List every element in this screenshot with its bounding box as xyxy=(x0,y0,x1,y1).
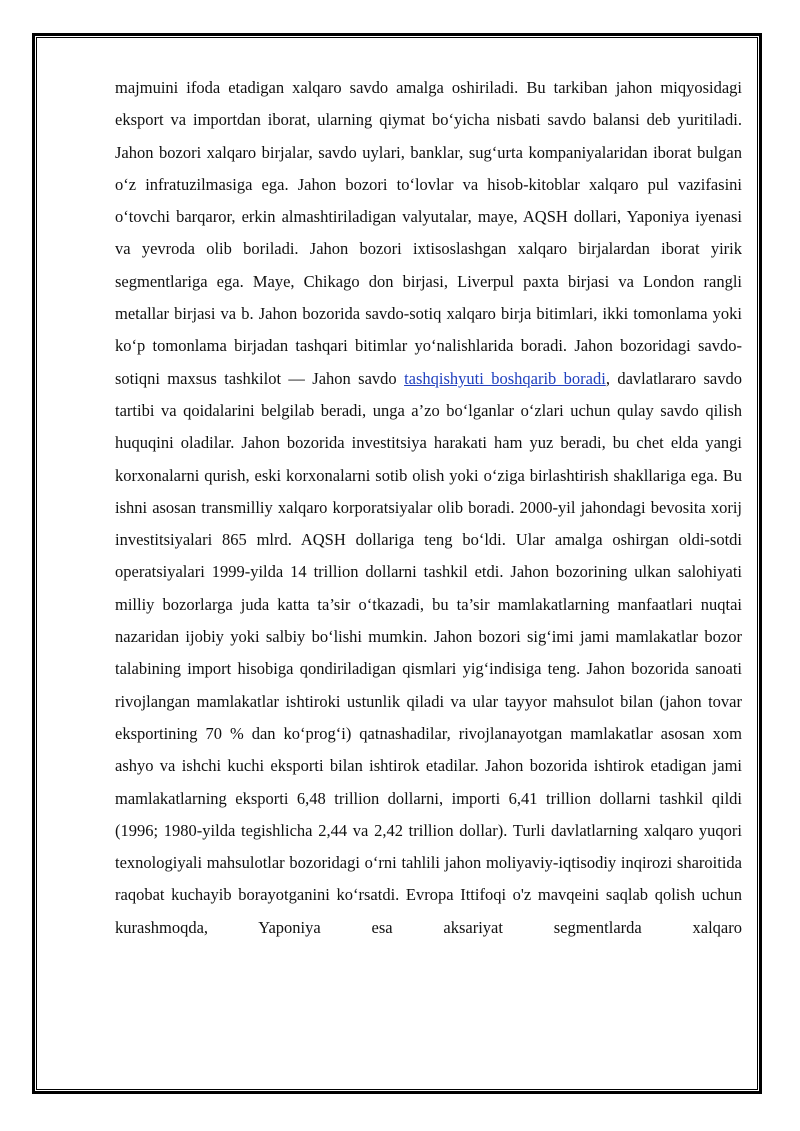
inline-link[interactable]: tashqishyuti boshqarib boradi xyxy=(404,368,606,388)
body-paragraph xyxy=(115,72,742,944)
paragraph-text-before-link: majmuini ifoda etadigan xalqaro savdo amalga oshiriladi. Bu tarkiban jahon miqyosidagi eksport va importdan iborat, ularning qiymat bo‘yicha nisbati savdo balansi deb yuritiladi. Jahon bozori xalqaro birjalar, savdo uylari, banklar, sug‘urta kompaniyalaridan iborat bulgan o‘z infratuzilmasiga ega. Jahon bozori to‘lovlar va hisob-kitoblar xalqaro pul vazifasini o‘tovchi barqaror, erkin almashtiriladigan valyutalar, maye, AQSH dollari, Yaponiya iyenasi va yevroda olib boriladi. Jahon bozori ixtisoslashgan xalqaro birjalardan iborat yirik segmentlariga ega. Maye, Chikago don birjasi, Liverpul paxta birjasi va London rangli metallar birjasi va b. Jahon bozorida savdo-sotiq xalqaro birja bitimlari, ikki tomonlama yoki ko‘p tomonlama birjadan tashqari bitimlar yo‘nalishlarida boradi. Jahon bozoridagi savdo-sotiqni maxsus tashkilot — Jahon savdo xyxy=(115,78,742,388)
paragraph-text-after-link: , davlatlararo savdo tartibi va qoidalarini belgilab beradi, unga a’zo bo‘lganlar o‘zlari uchun qulay savdo qilish huquqini oladilar. Jahon bozorida investitsiya harakati ham yuz beradi, bu chet elda yangi korxonalarni qurish, eski korxonalarni sotib olish yoki o‘ziga birlashtirish shakllariga ega. Bu ishni asosan transmilliy xalqaro korporatsiyalar olib boradi. 2000-yil jahondagi bevosita xorij investitsiyalari 865 mlrd. AQSH dollariga teng bo‘ldi. Ular amalga oshirgan oldi-sotdi operatsiyalari 1999-yilda 14 trillion dollarni tashkil etdi. Jahon bozorining ulkan salohiyati milliy bozorlarga juda katta ta’sir o‘tkazadi, bu ta’sir mamlakatlarning manfaatlari nuqtai nazaridan ijobiy yoki salbiy bo‘lishi mumkin. Jahon bozori sig‘imi jami mamlakatlar bozor talabining import hisobiga qondiriladigan qismlari yig‘indisiga teng. Jahon bozorida sanoati rivojlangan mamlakatlar ishtiroki ustunlik qiladi va ular tayyor mahsulot bilan (jahon tovar eksportining 70 % dan ko‘prog‘i) qatnashadilar, rivojlanayotgan mamlakatlar asosan xom ashyo va ishchi kuchi eksporti bilan ishtirok etadilar. Jahon bozorida ishtirok etadigan jami mamlakatlarning eksporti 6,48 trillion dollarni, importi 6,41 trillion dollarni tashkil qildi (1996; 1980-yilda tegishlicha 2,44 va 2,42 trillion dollar). Turli davlatlarning xalqaro yuqori texnologiyali mahsulotlar bozoridagi o‘rni tahlili jahon moliyaviy-iqtisodiy inqirozi sharoitida raqobat kuchayib borayotganini ko‘rsatdi. Evropa Ittifoqi o'z mavqeini saqlab qolish uchun kurashmoqda, Yaponiya esa aksariyat segmentlarda xalqaro xyxy=(115,368,743,937)
